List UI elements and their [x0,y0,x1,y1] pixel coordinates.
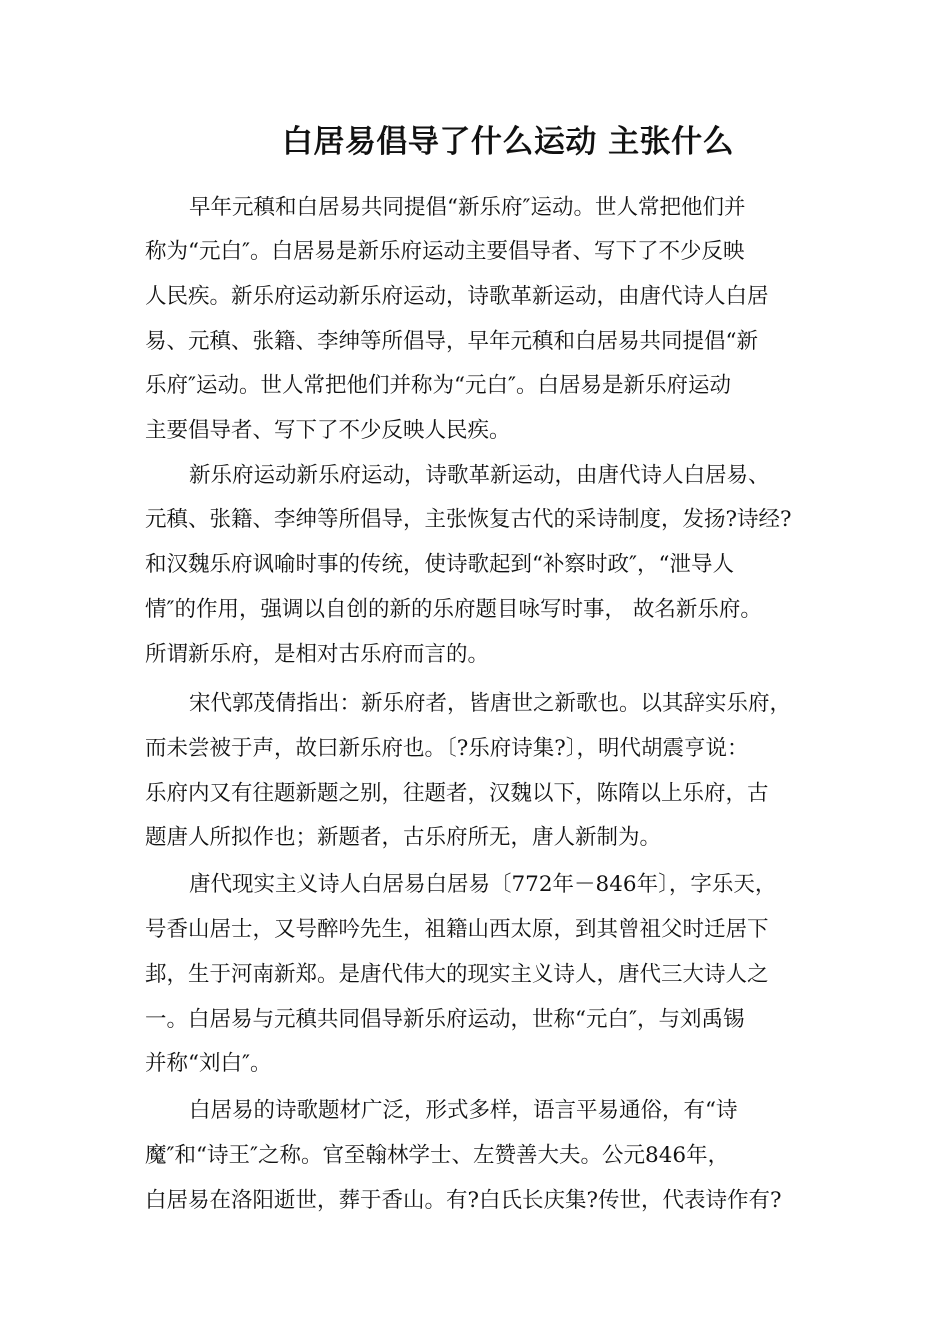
paragraph-1-line-5: 乐府″运动。世人常把他们并称为“元白″。白居易是新乐府运动 [145,373,732,398]
paragraph-1-line-2: 称为“元白″。白居易是新乐府运动主要倡导者、写下了不少反映 [145,239,745,264]
document-title: 白居易倡导了什么运动 主张什么 [281,124,735,160]
paragraph-1-line-1: 早年元稹和白居易共同提倡“新乐府″运动。世人常把他们并 [189,195,746,220]
paragraph-3-line-4: 题唐人所拟作也；新题者，古乐府所无，唐人新制为。 [145,825,662,850]
paragraph-2-line-1: 新乐府运动新乐府运动，诗歌革新运动，由唐代诗人白居易、 [189,463,770,488]
paragraph-1-line-3: 人民疾。新乐府运动新乐府运动，诗歌革新运动，由唐代诗人白居 [145,284,769,309]
paragraph-4-line-4: 一。白居易与元稹共同倡导新乐府运动，世称“元白″，与刘禹锡 [145,1007,745,1032]
paragraph-1-line-6: 主要倡导者、写下了不少反映人民疾。 [145,418,511,443]
paragraph-5-line-1: 白居易的诗歌题材广泛，形式多样，语言平易通俗，有“诗 [189,1098,738,1123]
paragraph-4-line-5: 并称“刘白″。 [145,1051,272,1076]
paragraph-3-line-1: 宋代郭茂倩指出：新乐府者，皆唐世之新歌也。以其辞实乐府， [189,691,792,716]
paragraph-1-line-4: 易、元稹、张籍、李绅等所倡导，早年元稹和白居易共同提倡“新 [145,329,758,354]
paragraph-4-line-1: 唐代现实主义诗人白居易白居易〔772年－846年〕，字乐天， [189,872,777,897]
paragraph-3-line-3: 乐府内又有往题新题之别，往题者，汉魏以下，陈隋以上乐府，古 [145,781,769,806]
paragraph-3-line-2: 而未尝被于声，故曰新乐府也。〔?乐府诗集?〕，明代胡震亨说： [145,736,749,761]
paragraph-4-line-3: 邽，生于河南新郑。是唐代伟大的现实主义诗人，唐代三大诗人之 [145,962,769,987]
paragraph-2-line-5: 所谓新乐府，是相对古乐府而言的。 [145,642,490,667]
paragraph-2-line-3: 和汉魏乐府讽喻时事的传统，使诗歌起到“补察时政″，“泄导人 [145,552,735,577]
paragraph-5-line-2: 魔″和“诗王″之称。官至翰林学士、左赞善大夫。公元846年， [145,1143,730,1168]
paragraph-5-line-3: 白居易在洛阳逝世，葬于香山。有?白氏长庆集?传世，代表诗作有? [145,1188,782,1213]
paragraph-2-line-2: 元稹、张籍、李绅等所倡导，主张恢复古代的采诗制度，发扬?诗经? [145,507,792,532]
paragraph-2-line-4: 情″的作用，强调以自创的新的乐府题目咏写时事， 故名新乐府。 [145,597,762,622]
paragraph-4-line-2: 号香山居士，又号醉吟先生，祖籍山西太原，到其曾祖父时迁居下 [145,917,769,942]
